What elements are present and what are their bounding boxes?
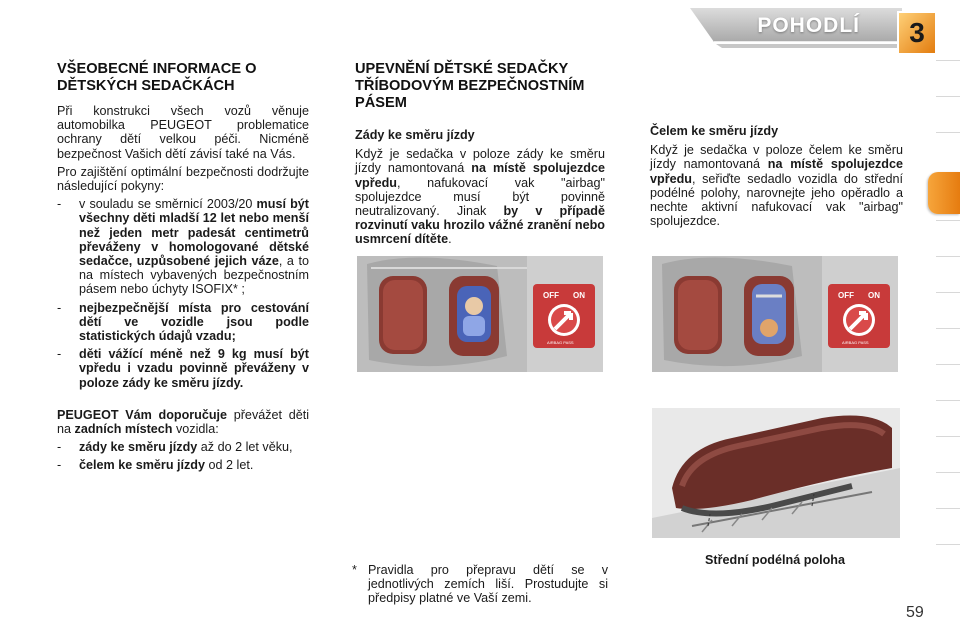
list-item: - zády ke směru jízdy až do 2 let věku, xyxy=(57,440,293,455)
footnote xyxy=(352,563,608,606)
chapter-tab[interactable] xyxy=(936,132,960,166)
chapter-tab[interactable] xyxy=(936,60,960,94)
off-label: OFF xyxy=(838,291,854,300)
list-item: - nejbezpečnější místa pro cestování dětí ve vozidle jsou podle statistických údajů vzadu; xyxy=(57,300,309,344)
page-number: 59 xyxy=(906,604,924,621)
chapter-number: 3 xyxy=(909,17,925,48)
chapter-tab[interactable] xyxy=(936,256,960,290)
rear-facing-paragraph: Když je sedačka v poloze zády ke směru jízdy namontovaná na místě spolujezdce vpředu, nafukovací vak "airbag" spolujezdce musí být povinně neutralizovaný. Jinak by v případě rozvinutí vaku hrozilo vážné zranění nebo usmrcení dítěte. xyxy=(355,147,606,247)
instructions-paragraph: Pro zajištění optimální bezpečnosti dodržujte následující pokyny: xyxy=(57,164,309,194)
forward-facing-column xyxy=(650,124,903,232)
chapter-tab[interactable] xyxy=(936,364,960,398)
seat-middle-position-illustration xyxy=(652,408,900,538)
forward-facing-seat-illustration xyxy=(652,256,898,372)
on-label: ON xyxy=(573,291,585,300)
on-label: ON xyxy=(868,291,880,300)
footnote-mark: * xyxy=(352,563,357,577)
chapter-tab[interactable] xyxy=(936,328,960,362)
forward-facing-subheading: Čelem ke směru jízdy xyxy=(650,124,779,138)
forward-facing-paragraph: Když je sedačka v poloze čelem ke směru jízdy namontovaná na místě spolujezdce vpředu, seřiďte sedadlo vozidla do střední podélné polohy, narovnejte jeho opěradlo a nechte aktivní nafukovací vak "airbag" spolujezdce. xyxy=(650,143,903,229)
off-label: OFF xyxy=(543,291,559,300)
rear-facing-subheading: Zády ke směru jízdy xyxy=(355,128,475,142)
rear-facing-seat-illustration xyxy=(357,256,603,372)
chapter-badge xyxy=(900,14,934,52)
chapter-tab[interactable] xyxy=(936,96,960,130)
chapter-tab[interactable] xyxy=(936,220,960,254)
chapter-tab[interactable] xyxy=(936,472,960,506)
list-item: - v souladu se směrnicí 2003/20 musí být všechny děti mladší 12 let nebo menší než jeden metr padesát centimetrů převáženy v homologované dětské sedačce, uzpůsobené jejich váze, a to na místech vybavených bezpečnostním pásem nebo úchyty ISOFIX* ; xyxy=(57,197,309,297)
footnote-text: Pravidla pro přepravu dětí se v jednotlivých zemích liší. Prostudujte si předpisy platné ve Vaší zemi. xyxy=(368,563,608,606)
chapter-tab[interactable] xyxy=(936,544,960,578)
seat-belt-heading: UPEVNĚNÍ DĚTSKÉ SEDAČKY TŘÍBODOVÝM BEZPEČNOSTNÍM PÁSEM xyxy=(355,61,585,111)
chapter-tab[interactable] xyxy=(936,508,960,542)
chapter-tab[interactable] xyxy=(936,436,960,470)
page-title: POHODLÍ xyxy=(757,14,860,37)
airbag-pass-label: AIRBAG PASS xyxy=(842,340,869,345)
list-item: - děti vážící méně než 9 kg musí být vpředu i vzadu povinně převáženy v poloze zády ke směru jízdy. xyxy=(57,347,309,390)
airbag-pass-label: AIRBAG PASS xyxy=(547,340,574,345)
car-interior-image xyxy=(357,256,603,372)
illustration-caption: Střední podélná poloha xyxy=(705,553,845,567)
general-info-heading: VŠEOBECNÉ INFORMACE O DĚTSKÝCH SEDAČKÁCH xyxy=(57,61,257,94)
seat-belt-column xyxy=(355,61,605,251)
chapter-tabs xyxy=(928,60,960,580)
recommendation-paragraph: PEUGEOT Vám doporučuje převážet děti na zadních místech vozidla: xyxy=(57,407,310,437)
chapter-tab-active[interactable] xyxy=(928,172,960,214)
page-header xyxy=(0,0,960,56)
seat-side-image xyxy=(652,408,900,538)
chapter-tab[interactable] xyxy=(936,400,960,434)
general-info-column xyxy=(57,61,309,477)
car-interior-image xyxy=(652,256,898,372)
list-item: - čelem ke směru jízdy od 2 let. xyxy=(57,458,254,473)
intro-paragraph: Při konstrukci všech vozů věnuje automobilka PEUGEOT problematice ochrany dětí velkou péči. Nicméně bezpečnost Vašich dětí závisí také na Vás. xyxy=(57,104,309,161)
chapter-tab[interactable] xyxy=(936,292,960,326)
